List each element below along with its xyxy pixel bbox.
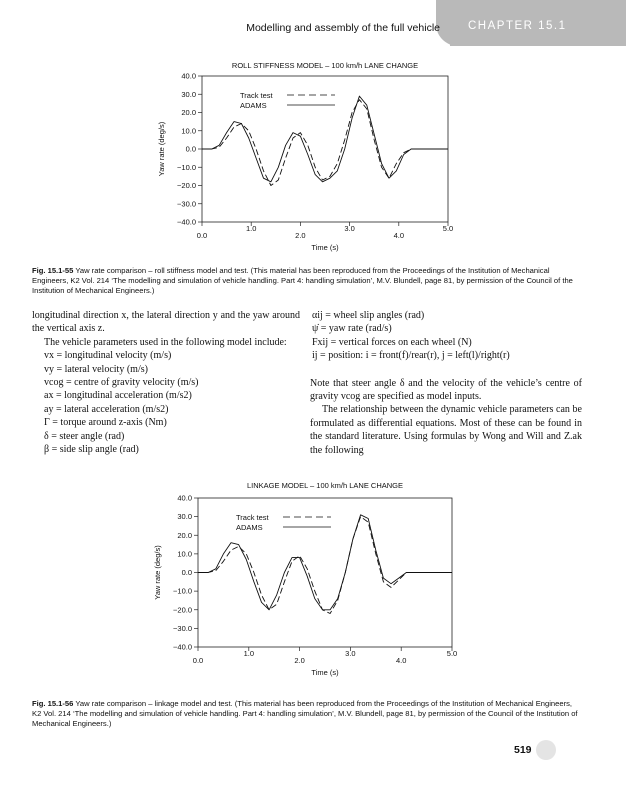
y-tick-label: 10.0 — [177, 549, 192, 559]
legend-label: ADAMS — [236, 523, 263, 532]
y-tick-label: 40.0 — [181, 71, 196, 81]
x-tick-label: 2.0 — [295, 231, 306, 240]
x-tick-label: 0.0 — [196, 231, 208, 240]
caption-text-2: Yaw rate comparison – linkage model and test. (This material has been reproduced from the Proceedings of the Institution of Mechanical Engineers, K2 Vol. 214 ‘The modelling and simulation of vehicle handling. Part 4: handling simulation’, M.V. Blundell, page 81, by permission of the Council of the Institution of Mechanical Engineers.) — [32, 699, 578, 729]
page-number-disc — [536, 740, 556, 760]
x-tick-label: 5.0 — [446, 649, 458, 658]
y-tick-label: 30.0 — [177, 512, 192, 522]
chart-title: ROLL STIFFNESS MODEL – 100 km/h LANE CHANGE — [231, 61, 419, 70]
y-tick-label: 30.0 — [181, 89, 196, 99]
caption-label-1: Fig. 15.1-55 — [32, 266, 74, 275]
param-wheel-slip: αij = wheel slip angles (rad) — [312, 310, 425, 321]
param-ax: ax = longitudinal acceleration (m/s2) — [44, 390, 192, 402]
param-torque: Γ = torque around z-axis (Nm) — [44, 417, 167, 429]
param-yaw-rate: ψ̇ = yaw rate (rad/s) — [312, 323, 392, 335]
y-tick-label: −30.0 — [173, 623, 192, 633]
caption-label-2: Fig. 15.1-56 — [32, 699, 74, 708]
y-tick-label: 20.0 — [181, 108, 196, 117]
x-tick-label: 4.0 — [395, 656, 407, 665]
y-axis-label: Yaw rate (deg/s) — [157, 121, 166, 177]
y-tick-label: 20.0 — [177, 530, 192, 540]
x-tick-label: 1.0 — [243, 649, 255, 658]
chapter-tab: CHAPTER 15.1 — [450, 0, 626, 46]
y-tick-label: −40.0 — [177, 217, 196, 227]
chart-title: LINKAGE MODEL – 100 km/h LANE CHANGE — [246, 481, 404, 490]
body-para-2: The relationship between the dynamic vehicle parameters can be formulated as differential equations. Most of these can be found in the standard literature. Using formulas by Wong and Will and Z.ak the following — [310, 404, 582, 456]
chart-linkage — [0, 478, 626, 688]
body-intro: longitudinal direction x, the lateral direction y and the yaw around the vertical axis z. — [32, 310, 300, 335]
y-tick-label: −10.0 — [173, 586, 192, 596]
series-line-track-test — [202, 100, 448, 186]
param-side-slip: β = side slip angle (rad) — [44, 444, 139, 456]
y-tick-label: −30.0 — [177, 199, 196, 209]
param-vertical-forces: Fxij = vertical forces on each wheel (N) — [312, 336, 472, 348]
body-column-left — [32, 309, 300, 456]
x-axis-label: Time (s) — [311, 243, 339, 252]
y-tick-label: −20.0 — [173, 605, 192, 615]
param-vy: vy = lateral velocity (m/s) — [44, 363, 148, 375]
x-tick-label: 4.0 — [393, 231, 405, 240]
param-ay: ay = lateral acceleration (m/s2) — [44, 403, 169, 415]
x-tick-label: 3.0 — [345, 649, 356, 658]
x-tick-label: 2.0 — [294, 656, 305, 665]
param-position: ij = position: i = front(f)/rear(r), j = left(l)/right(r) — [312, 350, 510, 362]
param-vx: vx = longitudinal velocity (m/s) — [44, 350, 172, 362]
series-line-adams — [202, 96, 448, 182]
x-tick-label: 1.0 — [245, 224, 257, 233]
x-tick-label: 3.0 — [344, 224, 355, 233]
body-column-right — [310, 309, 582, 457]
body-para-1: Note that steer angle δ and the velocity of the vehicle’s centre of gravity vcog are specified as model inputs. — [310, 377, 582, 403]
x-tick-label: 5.0 — [442, 224, 454, 233]
y-tick-label: 10.0 — [181, 126, 196, 136]
page-number: 519 — [514, 744, 532, 756]
y-tick-label: −10.0 — [177, 162, 196, 172]
legend-label: Track test — [236, 513, 269, 522]
running-title: Modelling and assembly of the full vehicle — [246, 22, 440, 34]
caption-text-1: Yaw rate comparison – roll stiffness model and test. (This material has been reproduced from the Proceedings of the Institution of Mechanical Engineers, K2 Vol. 214 ‘The modelling and simulation of vehicle handling. Part 4: handling simulation’, M.V. Blundell, page 81, by permission of the Council of the Institution of Mechanical Engineers.) — [32, 266, 573, 296]
y-tick-label: −40.0 — [173, 642, 192, 652]
figure-caption-2 — [32, 699, 580, 730]
body-params-intro: The vehicle parameters used in the following model include: — [44, 336, 287, 348]
chart-roll-stiffness — [0, 56, 626, 256]
legend-label: Track test — [240, 91, 273, 100]
x-axis-label: Time (s) — [311, 668, 339, 677]
x-tick-label: 0.0 — [192, 656, 204, 665]
y-tick-label: 0.0 — [181, 568, 192, 577]
param-steer-angle: δ = steer angle (rad) — [44, 430, 125, 442]
legend-label: ADAMS — [240, 101, 267, 110]
y-tick-label: −20.0 — [177, 181, 196, 190]
y-tick-label: 0.0 — [185, 144, 196, 154]
figure-caption-1 — [32, 266, 580, 297]
param-vcog: vcog = centre of gravity velocity (m/s) — [44, 377, 199, 389]
y-axis-label: Yaw rate (deg/s) — [153, 545, 162, 600]
y-tick-label: 40.0 — [177, 493, 192, 503]
